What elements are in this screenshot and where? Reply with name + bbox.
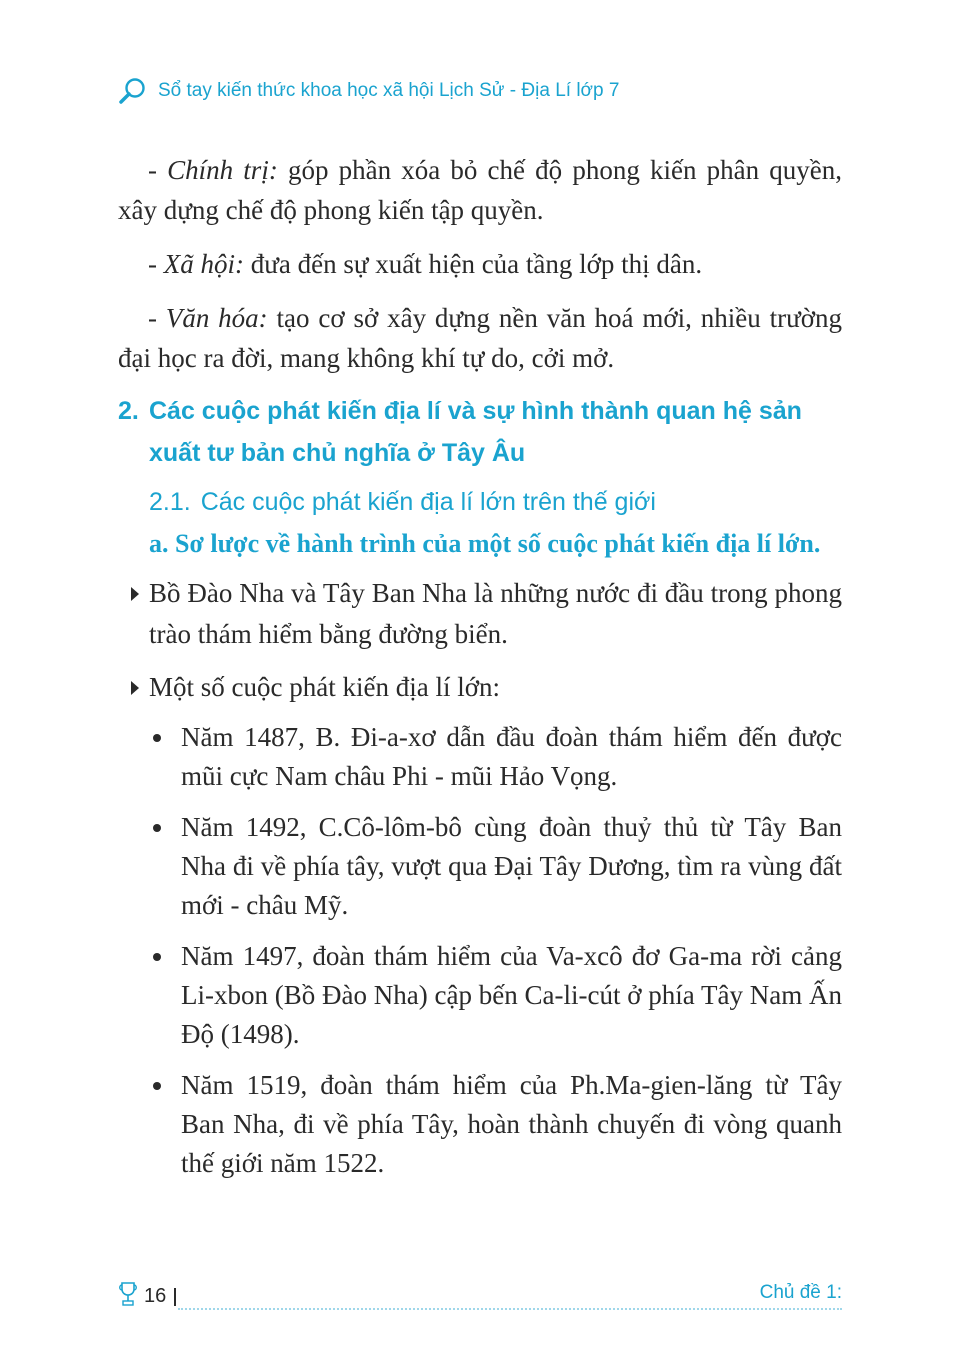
triangle-bullet-icon [118, 667, 149, 708]
magnifier-icon [118, 77, 148, 105]
intro-politics-label: - Chính trị: [148, 155, 278, 185]
header-title: Sổ tay kiến thức khoa học xã hội Lịch Sử - Địa Lí lớp 7 [158, 80, 620, 101]
intro-culture-text: tạo cơ sở xây dựng nền văn hoá mới, nhiều trường đại học ra đời, mang không khí tự do, cởi mở. [118, 303, 842, 373]
expedition-item [118, 1066, 842, 1183]
dot-bullet-icon [149, 808, 181, 925]
intro-society-text: đưa đến sự xuất hiện của tầng lớp thị dân. [243, 249, 703, 279]
page-content [118, 150, 842, 1183]
page-number: 16 [144, 1285, 167, 1307]
section-2-1-title: Các cuộc phát kiến địa lí lớn trên thế giới [200, 488, 656, 516]
section-2-title: Các cuộc phát kiến địa lí và sự hình thành quan hệ sản xuất tư bản chủ nghĩa ở Tây Âu [149, 397, 802, 467]
point-text: Bồ Đào Nha và Tây Ban Nha là những nước đi đầu trong phong trào thám hiểm bằng đường biển. [149, 578, 842, 649]
point-item [118, 667, 842, 708]
footer-divider [178, 1308, 842, 1310]
expedition-text: Năm 1497, đoàn thám hiểm của Va-xcô đơ Ga-ma rời cảng Li-xbon (Bồ Đào Nha) cập bến Ca-li-cút ở phía Tây Nam Ấn Độ (1498). [181, 941, 842, 1049]
intro-culture-label: - Văn hóa: [148, 303, 268, 333]
page-separator [174, 1288, 176, 1306]
section-2-1-number: 2.1. [149, 488, 191, 516]
trophy-icon [118, 1280, 138, 1313]
intro-politics [118, 150, 842, 230]
section-2-1-heading [118, 482, 842, 522]
subheading-a: a. Sơ lược về hành trình của một số cuộc phát kiến địa lí lớn. [149, 529, 821, 558]
section-2-heading [118, 390, 842, 474]
intro-society [118, 244, 842, 284]
dot-bullet-icon [149, 718, 181, 796]
expedition-text: Năm 1487, B. Đi-a-xơ dẫn đầu đoàn thám hiểm đến được mũi cực Nam châu Phi - mũi Hảo Vọng. [181, 722, 842, 791]
intro-society-label: - Xã hội: [148, 249, 244, 279]
expedition-item [118, 718, 842, 796]
section-2-number: 2. [118, 397, 139, 425]
intro-politics-text: góp phần xóa bỏ chế độ phong kiến phân quyền, xây dựng chế độ phong kiến tập quyền. [118, 155, 842, 225]
page-header [118, 76, 619, 106]
page-footer [118, 1280, 842, 1310]
footer-page [118, 1280, 176, 1313]
dot-bullet-icon [149, 937, 181, 1054]
expedition-item [118, 937, 842, 1054]
expedition-item [118, 808, 842, 925]
intro-culture [118, 298, 842, 378]
expedition-text: Năm 1492, C.Cô-lôm-bô cùng đoàn thuỷ thủ từ Tây Ban Nha đi về phía tây, vượt qua Đại Tây Dương, tìm ra vùng đất mới - châu Mỹ. [181, 812, 842, 920]
triangle-bullet-icon [118, 573, 149, 655]
chapter-label: Chủ đề 1: [759, 1282, 842, 1303]
point-item [118, 573, 842, 655]
point-text: Một số cuộc phát kiến địa lí lớn: [149, 672, 500, 702]
expedition-text: Năm 1519, đoàn thám hiểm của Ph.Ma-gien-lăng từ Tây Ban Nha, đi về phía Tây, hoàn thành chuyến đi vòng quanh thế giới năm 1522. [181, 1070, 842, 1178]
dot-bullet-icon [149, 1066, 181, 1183]
